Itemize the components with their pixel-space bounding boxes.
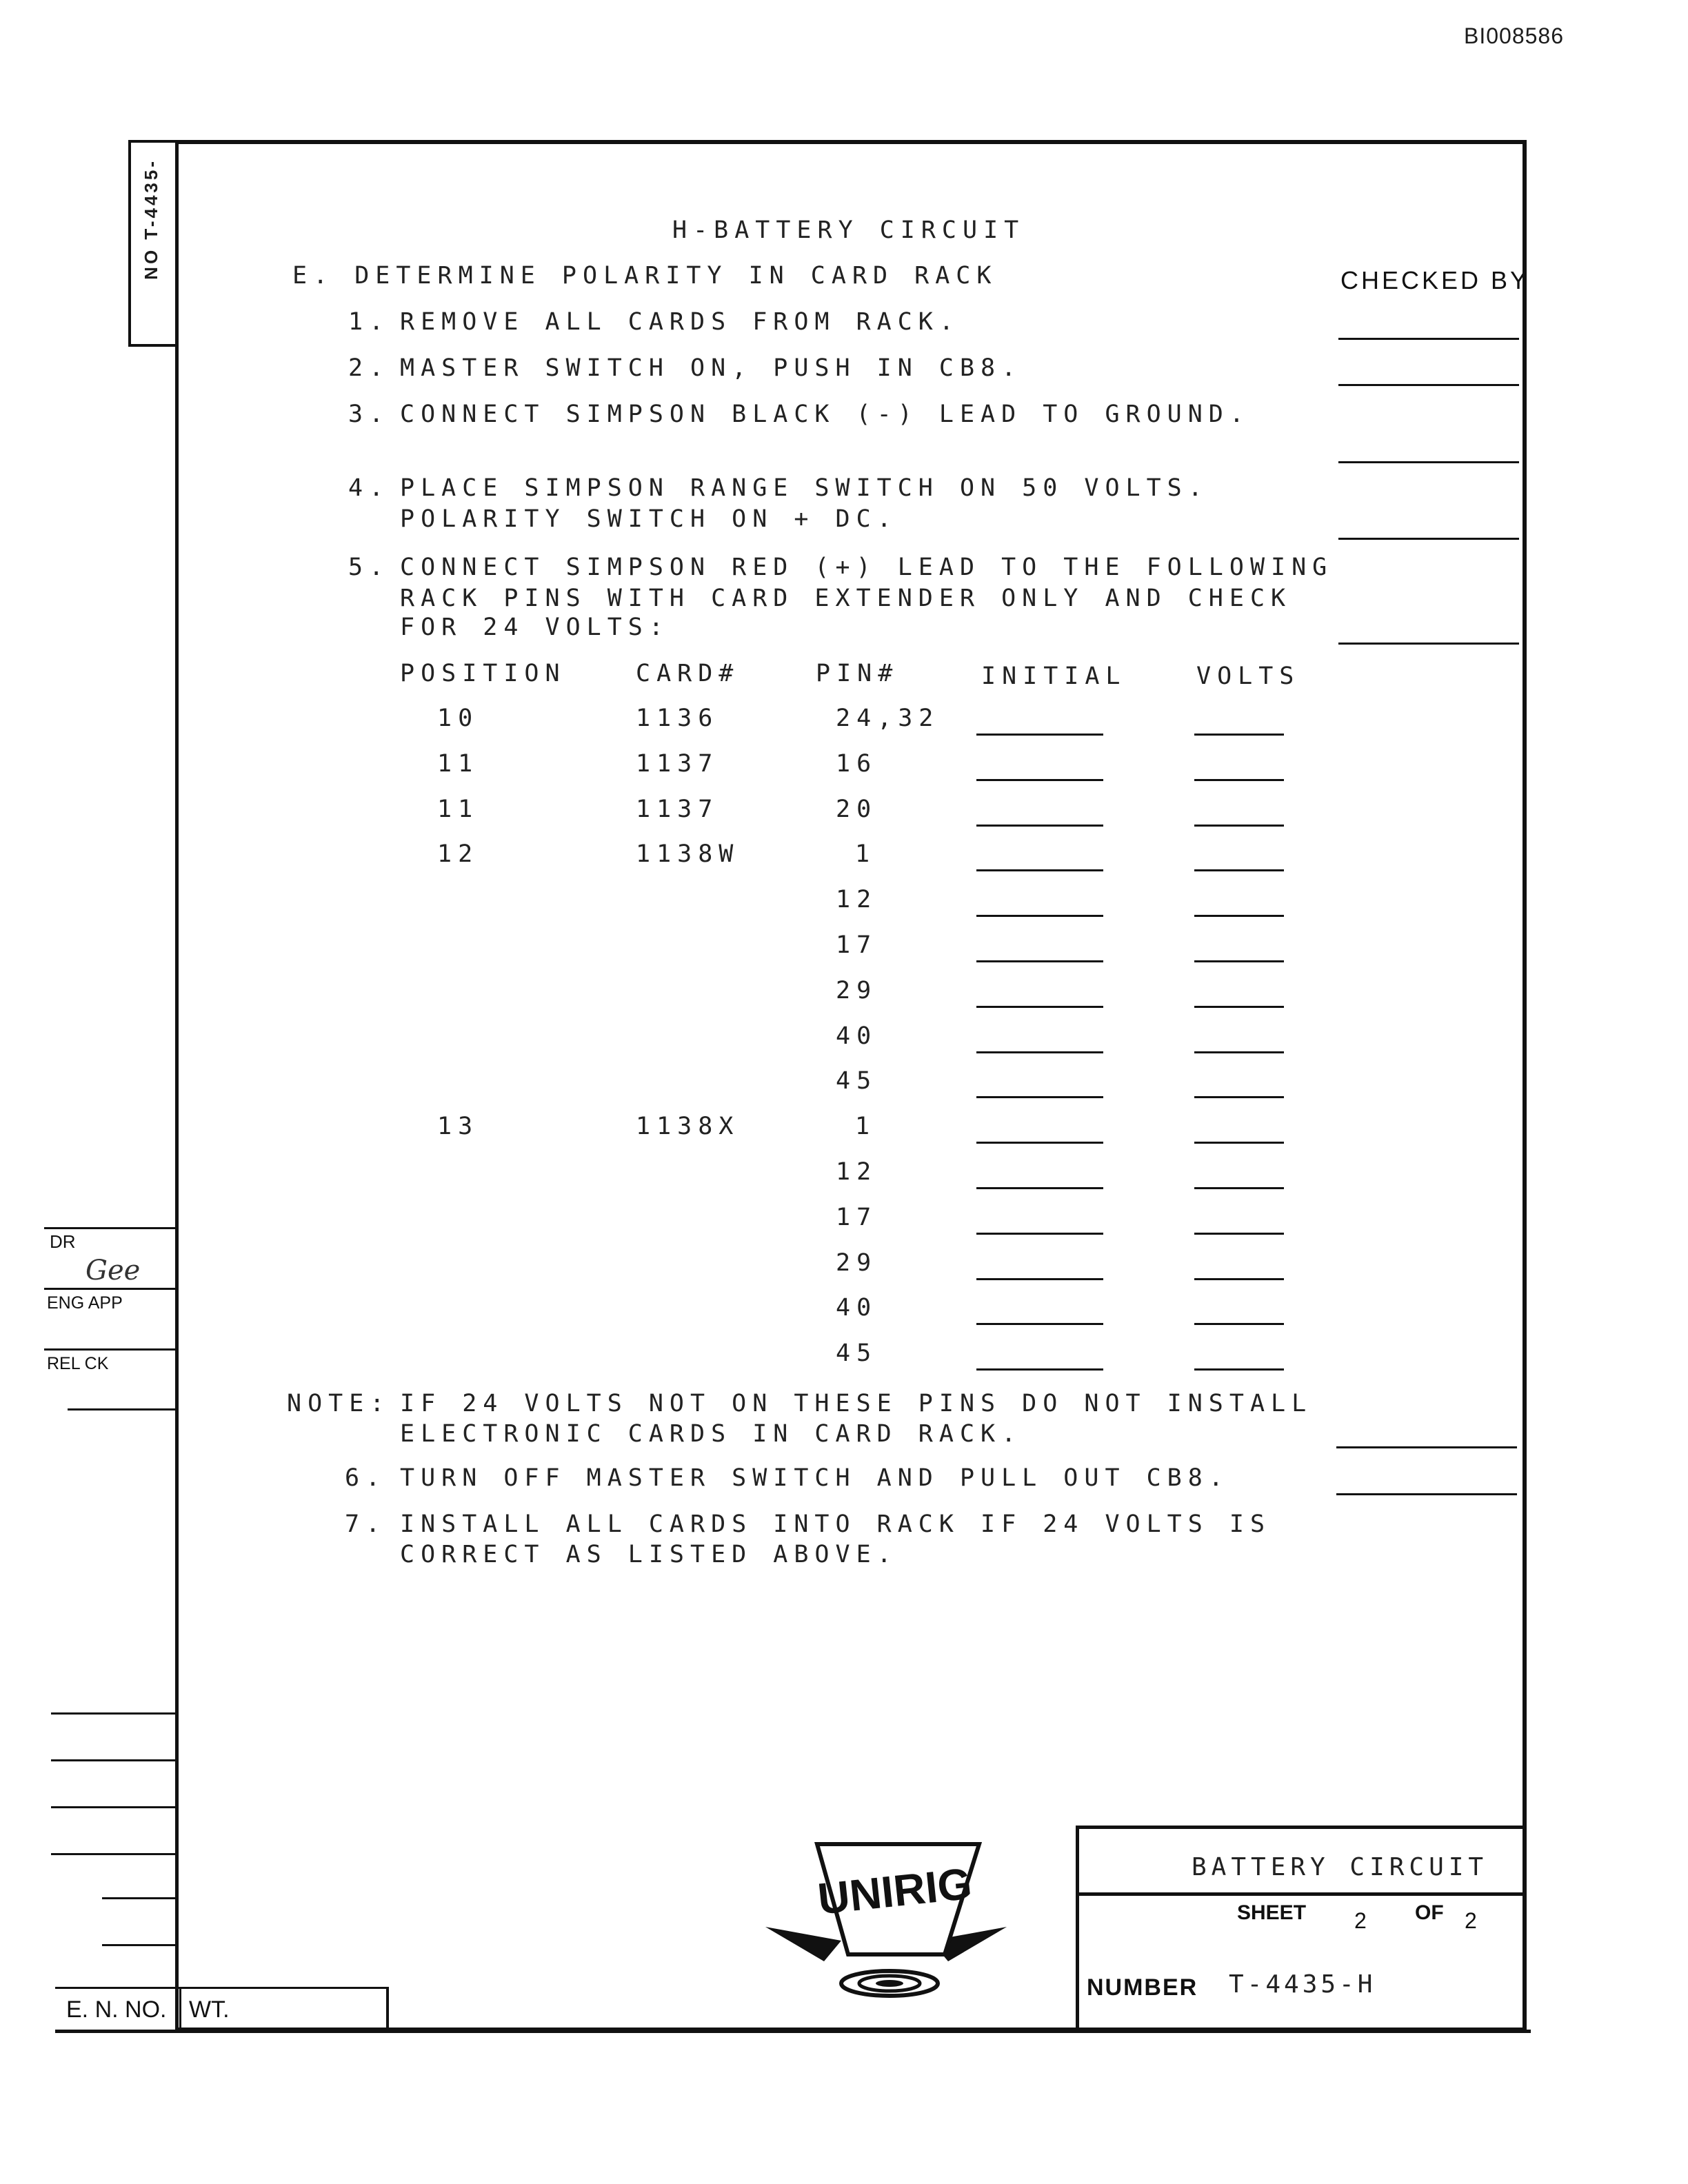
dr-initials: Gee — [86, 1255, 141, 1286]
row-card: 1136 — [636, 705, 719, 732]
header-card: CARD# — [636, 660, 740, 687]
sheet-number: 2 — [1354, 1908, 1367, 1933]
row-pin: 1 — [855, 1113, 876, 1140]
row-pin: 45 — [836, 1067, 878, 1095]
en-box-top — [55, 1987, 386, 1989]
checked-by-blank-4 — [1338, 538, 1519, 540]
initial-blank — [976, 1096, 1103, 1098]
volts-blank — [1194, 1051, 1284, 1053]
company-logo — [758, 1823, 1014, 2010]
header-position: POSITION — [400, 660, 566, 687]
row-pin: 17 — [836, 1204, 878, 1231]
row-pin: 29 — [836, 1249, 878, 1277]
initial-blank — [976, 779, 1103, 781]
row-position: 11 — [437, 796, 479, 823]
row-card: 1138W — [636, 840, 740, 868]
approval-divider — [68, 1408, 177, 1410]
step-2-number: 2. — [348, 354, 390, 382]
checked-by-blank-7 — [1336, 1493, 1517, 1495]
initial-blank — [976, 734, 1103, 736]
row-position: 12 — [437, 840, 479, 868]
volts-blank — [1194, 869, 1284, 871]
initial-blank — [976, 869, 1103, 871]
volts-blank — [1194, 779, 1284, 781]
row-pin: 40 — [836, 1294, 878, 1322]
row-card: 1137 — [636, 796, 719, 823]
step-3-number: 3. — [348, 401, 390, 428]
revision-line — [51, 1712, 177, 1715]
en-box-divider — [179, 1987, 181, 2030]
checked-by-blank-5 — [1338, 643, 1519, 645]
page-title: H-BATTERY CIRCUIT — [672, 216, 1025, 244]
step-5-text-line-3: FOR 24 VOLTS: — [400, 614, 670, 641]
initial-blank — [976, 1323, 1103, 1325]
title-block-title: BATTERY CIRCUIT — [1192, 1853, 1489, 1881]
sheet-label: SHEET — [1237, 1901, 1307, 1924]
initial-blank — [976, 1278, 1103, 1280]
checked-by-blank-2 — [1338, 384, 1519, 386]
row-pin: 29 — [836, 977, 878, 1004]
row-pin: 17 — [836, 931, 878, 959]
frame-left-border — [175, 140, 179, 2032]
logo-mark — [758, 1823, 1014, 2010]
section-heading: E. DETERMINE POLARITY IN CARD RACK — [292, 262, 998, 290]
logo-text: UNIRIG — [815, 1858, 974, 1924]
row-pin: 45 — [836, 1339, 878, 1367]
initial-blank — [976, 960, 1103, 962]
row-pin: 1 — [855, 840, 876, 868]
row-pin: 20 — [836, 796, 878, 823]
approval-divider — [44, 1348, 177, 1351]
row-pin: 12 — [836, 1158, 878, 1186]
volts-blank — [1194, 1278, 1284, 1280]
volts-blank — [1194, 1006, 1284, 1008]
initial-blank — [976, 1142, 1103, 1144]
en-box-bottom — [55, 2030, 1531, 2033]
row-card: 1137 — [636, 750, 719, 778]
step-4-text-line-2: POLARITY SWITCH ON + DC. — [400, 505, 898, 533]
rel-ck-label: REL CK — [47, 1354, 109, 1373]
of-label: OF — [1415, 1901, 1444, 1924]
note-line-2: ELECTRONIC CARDS IN CARD RACK. — [400, 1420, 1023, 1448]
initial-blank — [976, 1051, 1103, 1053]
step-5-text-line-2: RACK PINS WITH CARD EXTENDER ONLY AND CHECK — [400, 585, 1292, 612]
volts-blank — [1194, 915, 1284, 917]
step-5-text-line-1: CONNECT SIMPSON RED (+) LEAD TO THE FOLLOWING — [400, 554, 1334, 581]
revision-line — [51, 1806, 177, 1808]
dr-label: DR — [50, 1231, 76, 1252]
initial-blank — [976, 915, 1103, 917]
step-7-number: 7. — [345, 1510, 387, 1538]
volts-blank — [1194, 1233, 1284, 1235]
initial-blank — [976, 1006, 1103, 1008]
wt-box-right — [386, 1987, 389, 2030]
volts-blank — [1194, 1096, 1284, 1098]
step-1-text: REMOVE ALL CARDS FROM RACK. — [400, 308, 960, 336]
step-7-text-line-1: INSTALL ALL CARDS INTO RACK IF 24 VOLTS IS — [400, 1510, 1272, 1538]
volts-blank — [1194, 960, 1284, 962]
header-initial: INITIAL — [981, 663, 1127, 690]
of-number: 2 — [1465, 1908, 1477, 1933]
row-position: 11 — [437, 750, 479, 778]
revision-line — [102, 1897, 177, 1899]
volts-blank — [1194, 734, 1284, 736]
initial-blank — [976, 1368, 1103, 1371]
header-volts: VOLTS — [1196, 663, 1300, 690]
approval-divider — [44, 1288, 177, 1290]
row-position: 13 — [437, 1113, 479, 1140]
step-5-number: 5. — [348, 554, 390, 581]
wt-label: WT. — [189, 1996, 230, 2023]
row-position: 10 — [437, 705, 479, 732]
volts-blank — [1194, 1142, 1284, 1144]
checked-by-label: CHECKED BY — [1340, 266, 1530, 294]
step-6-number: 6. — [345, 1464, 387, 1492]
row-pin: 24,32 — [836, 705, 940, 732]
volts-blank — [1194, 1323, 1284, 1325]
volts-blank — [1194, 825, 1284, 827]
approval-divider — [44, 1227, 177, 1229]
step-4-number: 4. — [348, 474, 390, 502]
row-card: 1138X — [636, 1113, 740, 1140]
header-pin: PIN# — [816, 660, 899, 687]
checked-by-blank-3 — [1338, 461, 1519, 463]
revision-line — [102, 1944, 177, 1946]
step-3-text: CONNECT SIMPSON BLACK (-) LEAD TO GROUND. — [400, 401, 1250, 428]
row-pin: 12 — [836, 886, 878, 913]
volts-blank — [1194, 1368, 1284, 1371]
row-pin: 40 — [836, 1022, 878, 1050]
revision-line — [51, 1759, 177, 1761]
note-label: NOTE: — [287, 1390, 391, 1417]
note-line-1: IF 24 VOLTS NOT ON THESE PINS DO NOT INSTALL — [400, 1390, 1313, 1417]
initial-blank — [976, 825, 1103, 827]
drawing-number: T-4435-H — [1229, 1970, 1376, 1999]
volts-blank — [1194, 1187, 1284, 1189]
step-1-number: 1. — [348, 308, 390, 336]
en-no-label: E. N. NO. — [66, 1996, 167, 2023]
initial-blank — [976, 1187, 1103, 1189]
row-pin: 16 — [836, 750, 878, 778]
eng-app-label: ENG APP — [47, 1293, 123, 1313]
initial-blank — [976, 1233, 1103, 1235]
step-7-text-line-2: CORRECT AS LISTED ABOVE. — [400, 1541, 898, 1568]
checked-by-blank-6 — [1336, 1446, 1517, 1448]
document-id: BI008586 — [1463, 23, 1564, 48]
step-2-text: MASTER SWITCH ON, PUSH IN CB8. — [400, 354, 1023, 382]
step-6-text: TURN OFF MASTER SWITCH AND PULL OUT CB8. — [400, 1464, 1229, 1492]
revision-line — [51, 1853, 177, 1855]
number-label: NUMBER — [1087, 1974, 1198, 2001]
step-4-text-line-1: PLACE SIMPSON RANGE SWITCH ON 50 VOLTS. — [400, 474, 1209, 502]
title-block-divider — [1076, 1892, 1527, 1896]
checked-by-blank-1 — [1338, 338, 1519, 340]
side-stamp: NO T-4435- — [141, 159, 161, 280]
